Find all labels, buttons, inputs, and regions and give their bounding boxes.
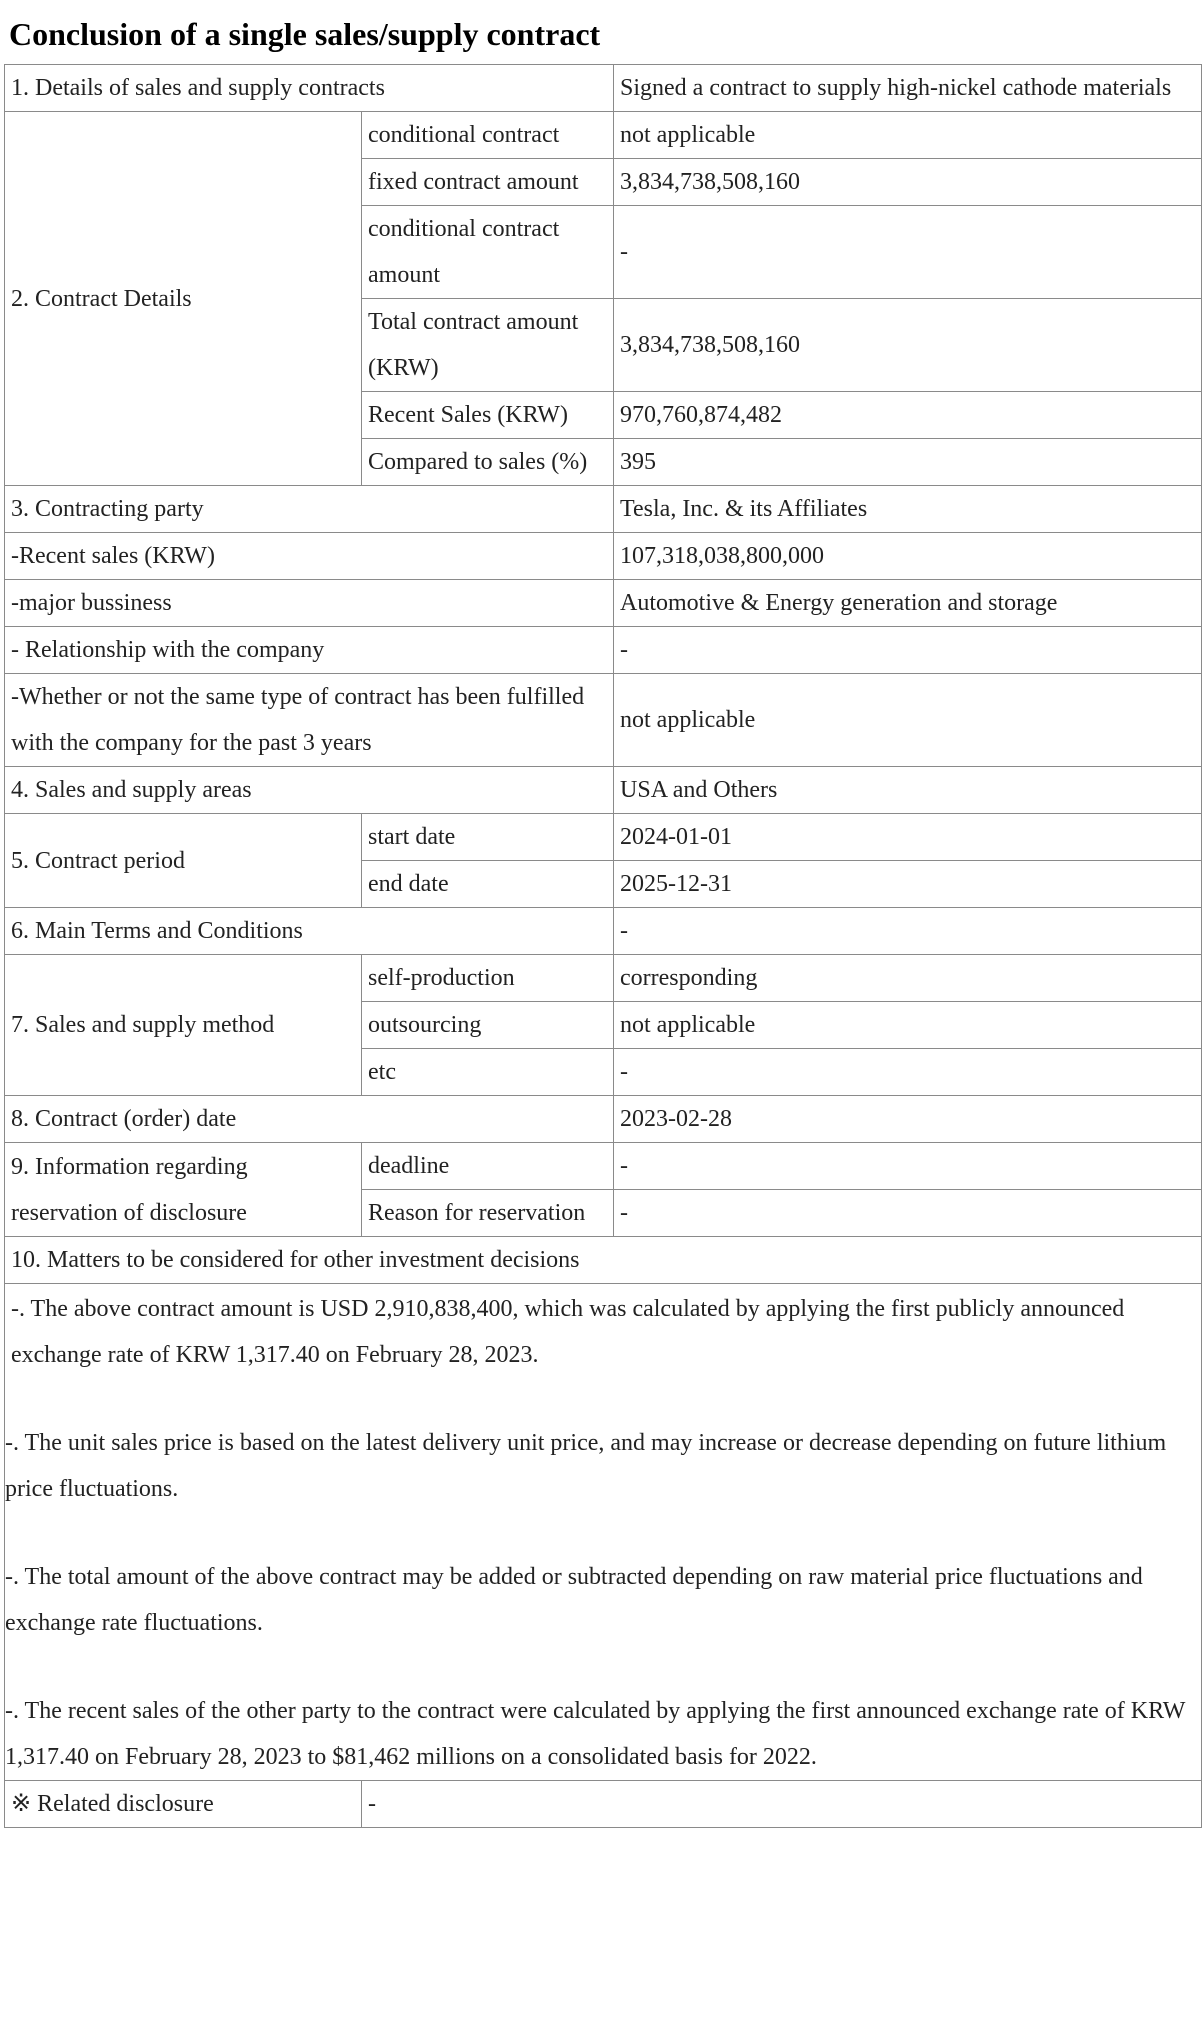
row-label-main-terms: 6. Main Terms and Conditions	[5, 908, 614, 955]
row-label-contract-period: 5. Contract period	[5, 814, 362, 908]
sub-value: -	[614, 1190, 1202, 1237]
table-row	[5, 908, 1202, 955]
table-row	[5, 1096, 1202, 1143]
row-label-supply-areas: 4. Sales and supply areas	[5, 767, 614, 814]
sub-value: 3,834,738,508,160	[614, 299, 1202, 392]
row-label-contract-date: 8. Contract (order) date	[5, 1096, 614, 1143]
table-row	[5, 1781, 1202, 1828]
sub-value: not applicable	[614, 1002, 1202, 1049]
row-label-major-business: -major bussiness	[5, 580, 614, 627]
sub-label: outsourcing	[362, 1002, 614, 1049]
row-value-recent-sales: 107,318,038,800,000	[614, 533, 1202, 580]
sub-label: conditional contract amount	[362, 206, 614, 299]
note-paragraph: -. The recent sales of the other party to the contract were calculated by applying the first announced exchange rate of KRW 1,317.40 on February 28, 2023 to $81,462 millions on a consolidated basis for 2022.	[5, 1698, 1185, 1770]
page-title: Conclusion of a single sales/supply contract	[9, 16, 601, 52]
sub-label: Total contract amount (KRW)	[362, 299, 614, 392]
sub-value: 2024-01-01	[614, 814, 1202, 861]
sub-value: -	[614, 1143, 1202, 1190]
row-value-same-type-contract: not applicable	[614, 674, 1202, 767]
other-matters-notes	[5, 1284, 1202, 1781]
table-row	[5, 1143, 1202, 1190]
sub-value: 2025-12-31	[614, 861, 1202, 908]
sub-value: -	[614, 1049, 1202, 1096]
table-row	[5, 767, 1202, 814]
table-row	[5, 486, 1202, 533]
note-paragraph: -. The unit sales price is based on the latest delivery unit price, and may increase or decrease depending on future lithium price fluctuations.	[5, 1430, 1167, 1502]
row-value-related-disclosure: -	[362, 1781, 1202, 1828]
table-row	[5, 674, 1202, 767]
row-label-supply-method: 7. Sales and supply method	[5, 955, 362, 1096]
row-value-major-business: Automotive & Energy generation and storage	[614, 580, 1202, 627]
row-value-contract-date: 2023-02-28	[614, 1096, 1202, 1143]
sub-value: 395	[614, 439, 1202, 486]
sub-label: Reason for reservation	[362, 1190, 614, 1237]
row-value-contracting-party: Tesla, Inc. & its Affiliates	[614, 486, 1202, 533]
row-label-details: 1. Details of sales and supply contracts	[5, 65, 614, 112]
note-paragraph: -. The total amount of the above contract may be added or subtracted depending on raw material price fluctuations and exchange rate fluctuations.	[5, 1564, 1143, 1636]
sub-label: start date	[362, 814, 614, 861]
table-row	[5, 955, 1202, 1002]
sub-label: end date	[362, 861, 614, 908]
table-row	[5, 1284, 1202, 1781]
table-row	[5, 65, 1202, 112]
sub-label: Compared to sales (%)	[362, 439, 614, 486]
table-row	[5, 1237, 1202, 1284]
row-value-main-terms: -	[614, 908, 1202, 955]
row-label-same-type-contract: -Whether or not the same type of contract has been fulfilled with the company for the past 3 years	[5, 674, 614, 767]
table-row	[5, 627, 1202, 674]
row-label-reservation: 9. Information regarding reservation of disclosure	[5, 1143, 362, 1237]
row-label-relationship: - Relationship with the company	[5, 627, 614, 674]
sub-value: -	[614, 206, 1202, 299]
row-label-recent-sales: -Recent sales (KRW)	[5, 533, 614, 580]
row-value-details: Signed a contract to supply high-nickel cathode materials	[614, 65, 1202, 112]
row-label-contract-details: 2. Contract Details	[5, 112, 362, 486]
table-row	[5, 112, 1202, 159]
table-row	[5, 814, 1202, 861]
table-row	[5, 533, 1202, 580]
sub-label: Recent Sales (KRW)	[362, 392, 614, 439]
row-value-relationship: -	[614, 627, 1202, 674]
sub-label: fixed contract amount	[362, 159, 614, 206]
sub-label: conditional contract	[362, 112, 614, 159]
sub-value: not applicable	[614, 112, 1202, 159]
note-paragraph: -. The above contract amount is USD 2,910,838,400, which was calculated by applying the first publicly announced exchange rate of KRW 1,317.40 on February 28, 2023.	[11, 1296, 1125, 1368]
row-label-other-matters: 10. Matters to be considered for other investment decisions	[5, 1237, 1202, 1284]
sub-label: etc	[362, 1049, 614, 1096]
sub-value: 970,760,874,482	[614, 392, 1202, 439]
row-label-related-disclosure: ※ Related disclosure	[5, 1781, 362, 1828]
sub-label: self-production	[362, 955, 614, 1002]
row-value-supply-areas: USA and Others	[614, 767, 1202, 814]
sub-value: corresponding	[614, 955, 1202, 1002]
disclosure-table	[4, 64, 1202, 1828]
sub-value: 3,834,738,508,160	[614, 159, 1202, 206]
row-label-contracting-party: 3. Contracting party	[5, 486, 614, 533]
table-row	[5, 580, 1202, 627]
sub-label: deadline	[362, 1143, 614, 1190]
